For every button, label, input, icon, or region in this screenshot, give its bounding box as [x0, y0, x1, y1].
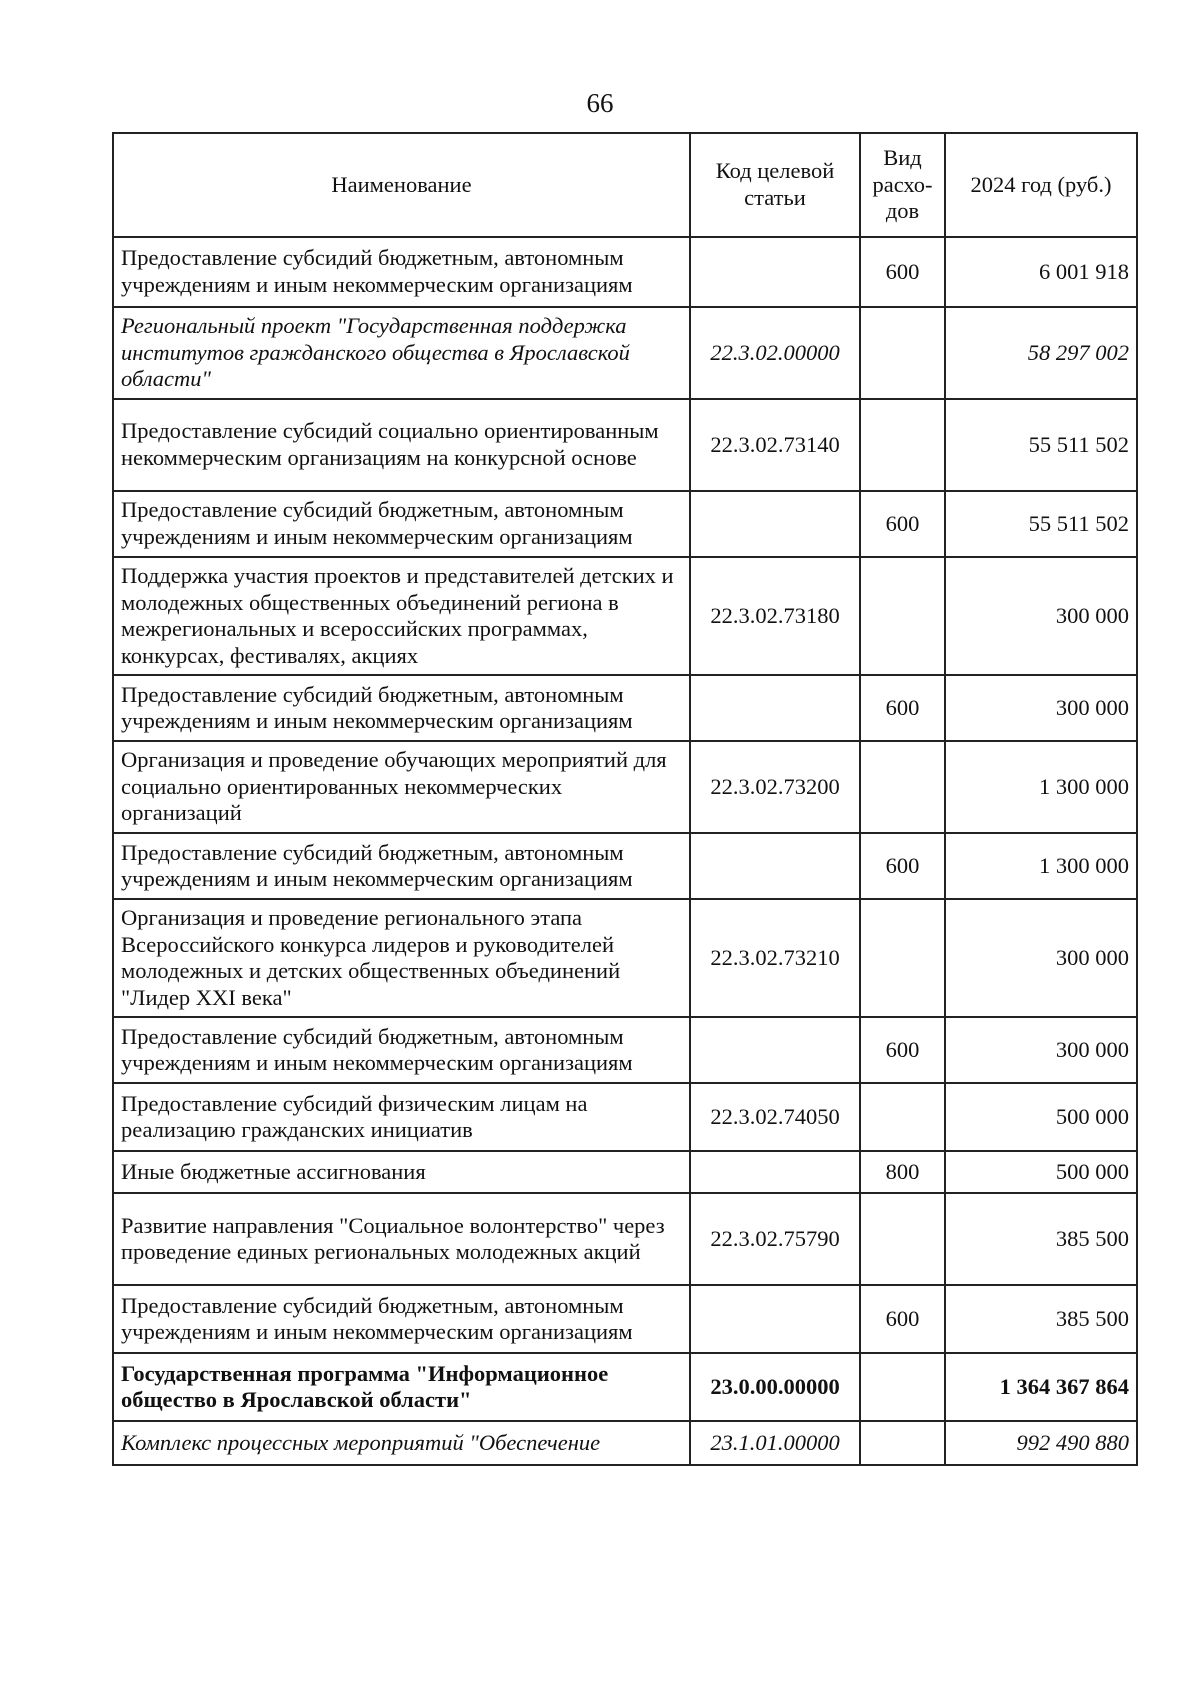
table-row — [113, 899, 1137, 1017]
row-kind-cell: 800 — [860, 1151, 945, 1193]
table-row — [113, 1193, 1137, 1285]
header-amount: 2024 год (руб.) — [945, 133, 1137, 237]
table-row — [113, 557, 1137, 675]
row-kind-cell: 600 — [860, 237, 945, 307]
row-code-cell — [690, 491, 860, 557]
row-name-cell: Комплекс процессных мероприятий "Обеспечение — [113, 1421, 690, 1465]
row-name-cell: Поддержка участия проектов и представителей детских и молодежных общественных объединений региона в межрегиональных и всероссийских программах, конкурсах, фестивалях, акциях — [113, 557, 690, 675]
table-row — [113, 399, 1137, 491]
row-amount-cell: 1 300 000 — [945, 741, 1137, 833]
table-row — [113, 307, 1137, 399]
table-row — [113, 741, 1137, 833]
row-amount-cell: 500 000 — [945, 1151, 1137, 1193]
row-amount-cell: 300 000 — [945, 899, 1137, 1017]
row-amount-cell: 500 000 — [945, 1083, 1137, 1151]
row-kind-cell — [860, 1353, 945, 1421]
row-amount-cell: 55 511 502 — [945, 491, 1137, 557]
row-amount-cell: 55 511 502 — [945, 399, 1137, 491]
row-name-cell: Предоставление субсидий бюджетным, автономным учреждениям и иным некоммерческим организациям — [113, 833, 690, 899]
budget-table — [112, 132, 1138, 1466]
row-code-cell — [690, 1151, 860, 1193]
row-code-cell: 22.3.02.74050 — [690, 1083, 860, 1151]
row-code-cell: 22.3.02.73180 — [690, 557, 860, 675]
table-row — [113, 491, 1137, 557]
row-code-cell: 23.0.00.00000 — [690, 1353, 860, 1421]
row-code-cell: 22.3.02.75790 — [690, 1193, 860, 1285]
row-amount-cell: 300 000 — [945, 557, 1137, 675]
row-name-cell: Предоставление субсидий физическим лицам на реализацию гражданских инициатив — [113, 1083, 690, 1151]
header-code: Код целевой статьи — [690, 133, 860, 237]
row-name-cell: Организация и проведение обучающих мероприятий для социально ориентированных некоммерческих организаций — [113, 741, 690, 833]
row-name-cell: Организация и проведение регионального этапа Всероссийского конкурса лидеров и руководителей молодежных и детских общественных объединений "Лидер XXI века" — [113, 899, 690, 1017]
row-code-cell: 22.3.02.00000 — [690, 307, 860, 399]
row-amount-cell: 300 000 — [945, 1017, 1137, 1083]
row-code-cell: 23.1.01.00000 — [690, 1421, 860, 1465]
row-name-cell: Предоставление субсидий бюджетным, автономным учреждениям и иным некоммерческим организациям — [113, 237, 690, 307]
row-kind-cell — [860, 557, 945, 675]
row-amount-cell: 385 500 — [945, 1193, 1137, 1285]
table-row — [113, 1083, 1137, 1151]
row-code-cell: 22.3.02.73200 — [690, 741, 860, 833]
row-name-cell: Государственная программа "Информационное общество в Ярославской области" — [113, 1353, 690, 1421]
row-code-cell: 22.3.02.73140 — [690, 399, 860, 491]
row-amount-cell: 992 490 880 — [945, 1421, 1137, 1465]
header-name: Наименование — [113, 133, 690, 237]
table-row — [113, 833, 1137, 899]
row-kind-cell — [860, 1083, 945, 1151]
row-code-cell: 22.3.02.73210 — [690, 899, 860, 1017]
row-name-cell: Предоставление субсидий бюджетным, автономным учреждениям и иным некоммерческим организациям — [113, 1017, 690, 1083]
table-row — [113, 237, 1137, 307]
row-kind-cell — [860, 899, 945, 1017]
table-row — [113, 1151, 1137, 1193]
row-kind-cell — [860, 307, 945, 399]
table-row — [113, 1017, 1137, 1083]
row-kind-cell — [860, 1421, 945, 1465]
row-name-cell: Иные бюджетные ассигнования — [113, 1151, 690, 1193]
row-kind-cell: 600 — [860, 491, 945, 557]
row-code-cell — [690, 675, 860, 741]
table-row — [113, 675, 1137, 741]
header-kind: Вид расхо-дов — [860, 133, 945, 237]
row-kind-cell: 600 — [860, 675, 945, 741]
row-code-cell — [690, 1017, 860, 1083]
row-name-cell: Региональный проект "Государственная поддержка институтов гражданского общества в Ярославской области" — [113, 307, 690, 399]
row-name-cell: Развитие направления "Социальное волонтерство" через проведение единых региональных молодежных акций — [113, 1193, 690, 1285]
row-kind-cell — [860, 399, 945, 491]
table-row — [113, 1353, 1137, 1421]
row-kind-cell — [860, 1193, 945, 1285]
row-amount-cell: 385 500 — [945, 1285, 1137, 1353]
row-kind-cell — [860, 741, 945, 833]
page-number: 66 — [586, 88, 614, 118]
row-amount-cell: 1 364 367 864 — [945, 1353, 1137, 1421]
row-code-cell — [690, 1285, 860, 1353]
table-row — [113, 1285, 1137, 1353]
row-amount-cell: 6 001 918 — [945, 237, 1137, 307]
row-code-cell — [690, 833, 860, 899]
row-kind-cell: 600 — [860, 833, 945, 899]
row-amount-cell: 58 297 002 — [945, 307, 1137, 399]
row-amount-cell: 1 300 000 — [945, 833, 1137, 899]
row-kind-cell: 600 — [860, 1017, 945, 1083]
row-code-cell — [690, 237, 860, 307]
row-amount-cell: 300 000 — [945, 675, 1137, 741]
table-row — [113, 1421, 1137, 1465]
table-header-row — [113, 133, 1137, 237]
row-name-cell: Предоставление субсидий социально ориентированным некоммерческим организациям на конкурсной основе — [113, 399, 690, 491]
row-kind-cell: 600 — [860, 1285, 945, 1353]
row-name-cell: Предоставление субсидий бюджетным, автономным учреждениям и иным некоммерческим организациям — [113, 1285, 690, 1353]
row-name-cell: Предоставление субсидий бюджетным, автономным учреждениям и иным некоммерческим организациям — [113, 491, 690, 557]
row-name-cell: Предоставление субсидий бюджетным, автономным учреждениям и иным некоммерческим организациям — [113, 675, 690, 741]
